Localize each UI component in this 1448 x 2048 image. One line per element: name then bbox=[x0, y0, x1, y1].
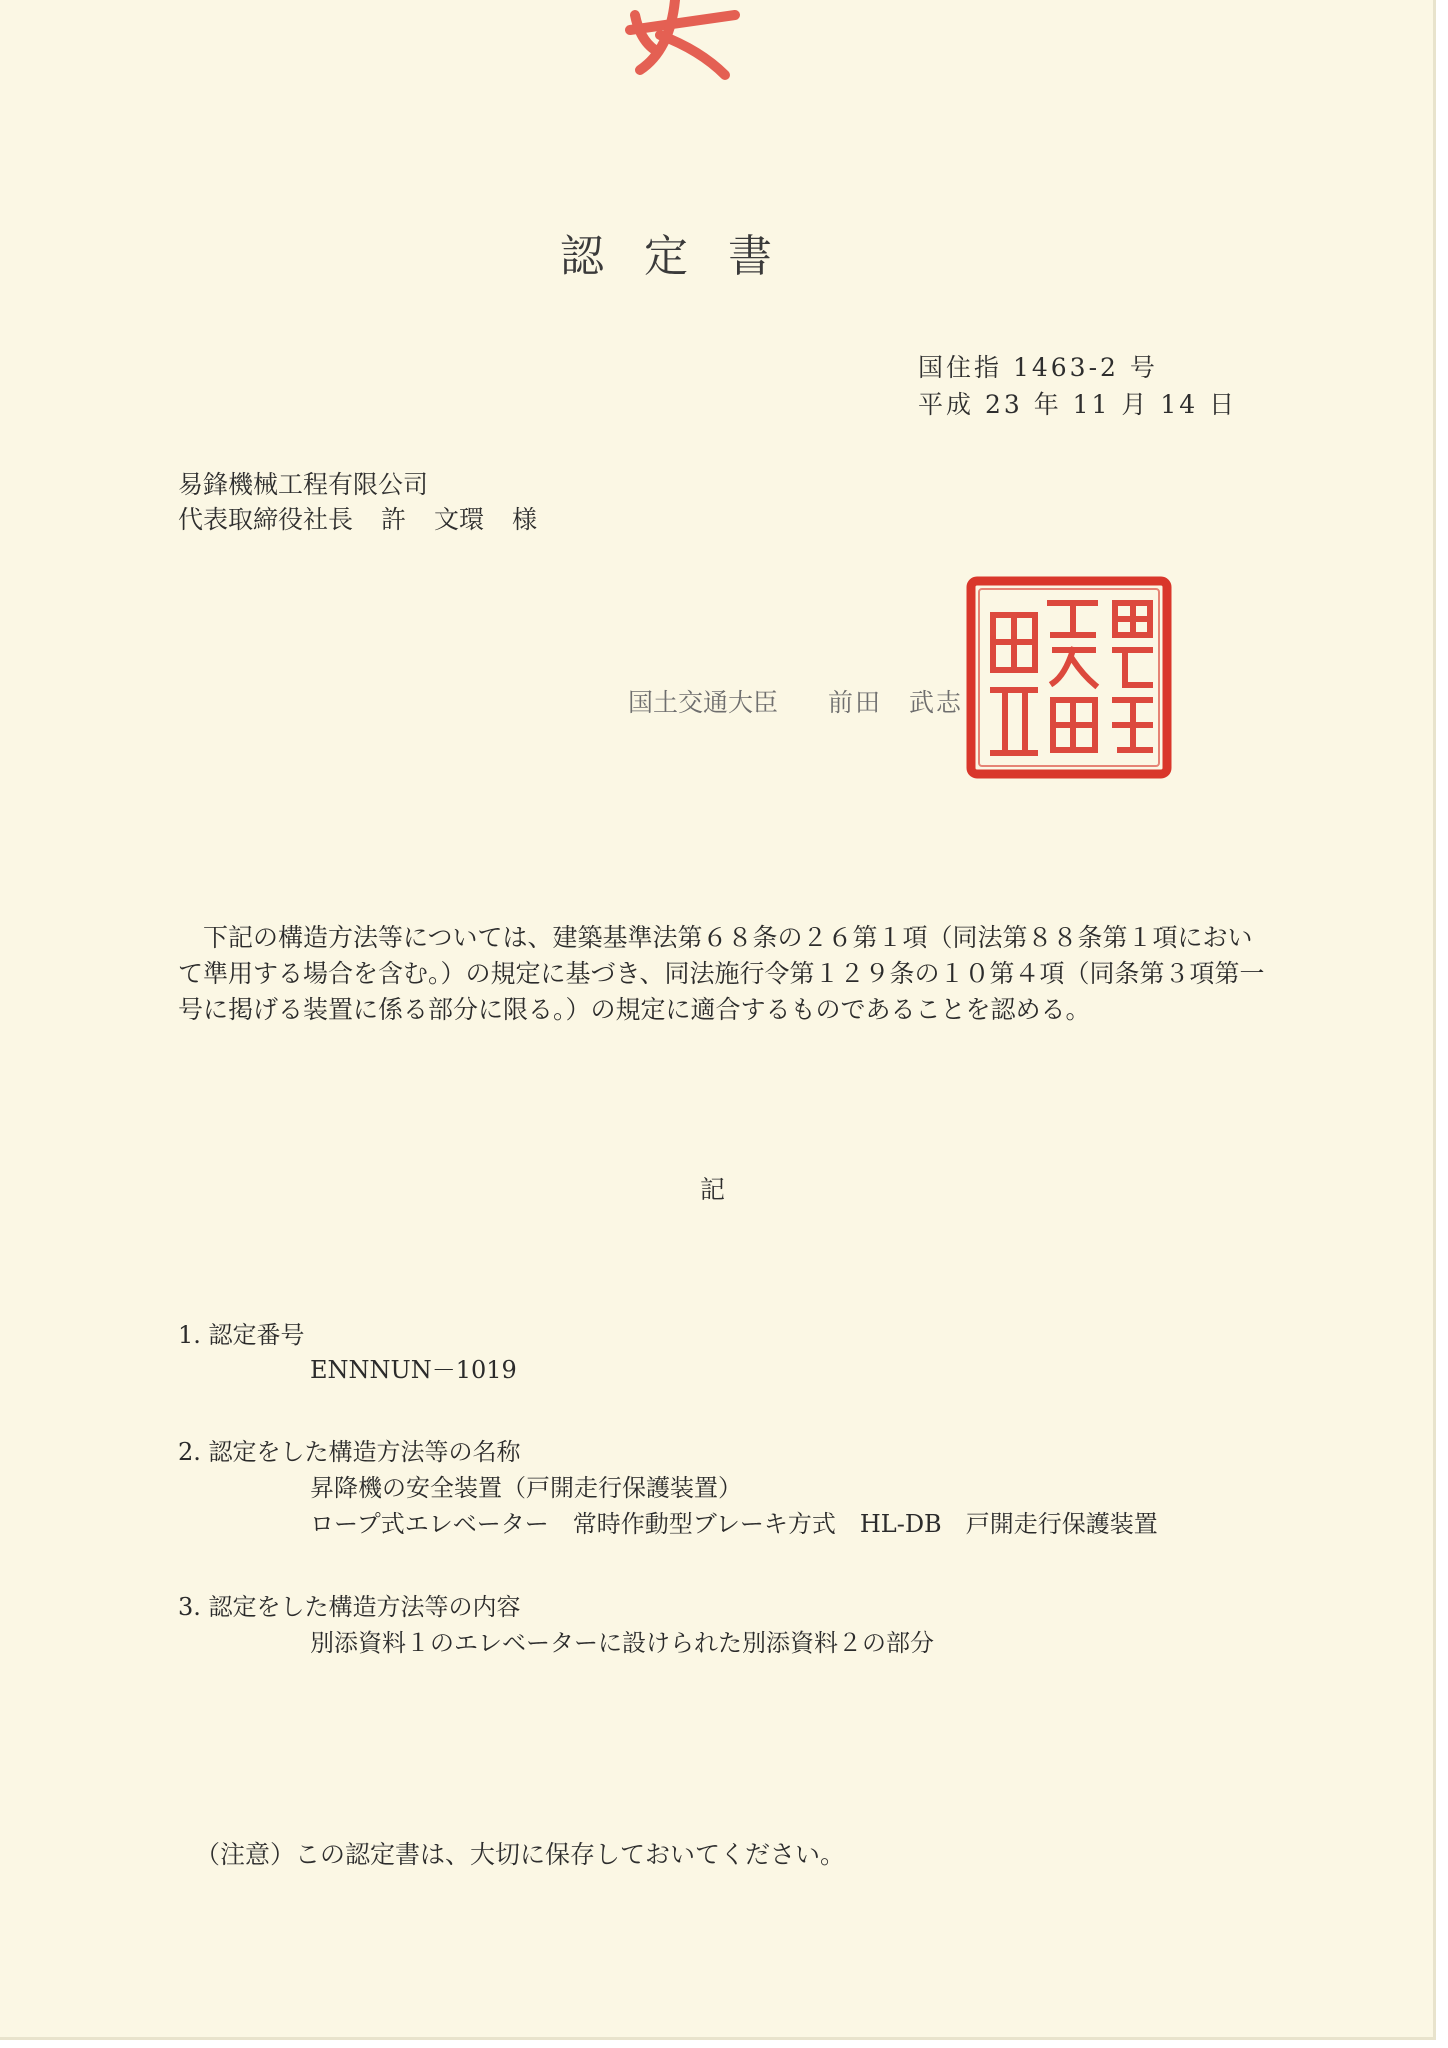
top-stamp bbox=[600, 0, 760, 80]
item-3-heading: 3. 認定をした構造方法等の内容 bbox=[178, 1593, 521, 1621]
item-1-line-1: ENNNUN－1019 bbox=[310, 1356, 517, 1384]
reference-number: 国住指 1463-2 号 bbox=[918, 353, 1158, 382]
addressee-company: 易鋒機械工程有限公司 bbox=[178, 470, 429, 499]
item-2-line-1: 昇降機の安全装置（戸開走行保護装置） bbox=[310, 1474, 742, 1502]
note: （注意）この認定書は、大切に保存しておいてください。 bbox=[195, 1840, 846, 1869]
item-1-heading: 1. 認定番号 bbox=[178, 1321, 305, 1349]
addressee-honorific: 様 bbox=[512, 505, 538, 534]
ki-heading: 記 bbox=[700, 1175, 726, 1204]
addressee-role: 代表取締役社長 bbox=[178, 505, 354, 534]
addressee-person bbox=[178, 500, 565, 536]
item-3-line-1: 別添資料１のエレベーターに設けられた別添資料２の部分 bbox=[310, 1629, 934, 1657]
official-seal bbox=[965, 575, 1173, 780]
issuer-title: 国土交通大臣 bbox=[628, 688, 779, 717]
issuer bbox=[628, 683, 963, 719]
issuer-name: 前田 武志 bbox=[828, 688, 964, 717]
item-2-line-2: ロープ式エレベーター 常時作動型ブレーキ方式 HL-DB 戸開走行保護装置 bbox=[310, 1510, 1158, 1538]
certificate-body: 下記の構造方法等については、建築基準法第６８条の２６第１項（同法第８８条第１項において準用する場合を含む。）の規定に基づき、同法施行令第１２９条の１０第４項（同条第３項第一号に掲げる装置に係る部分に限る。）の規定に適合するものであることを認める。 bbox=[178, 923, 1265, 1024]
issue-date: 平成 23 年 11 月 14 日 bbox=[918, 390, 1238, 419]
item-2-heading: 2. 認定をした構造方法等の名称 bbox=[178, 1438, 521, 1466]
addressee-given-name: 文環 bbox=[434, 505, 485, 534]
addressee-surname: 許 bbox=[381, 505, 407, 534]
document-title: 認定書 bbox=[560, 231, 812, 282]
